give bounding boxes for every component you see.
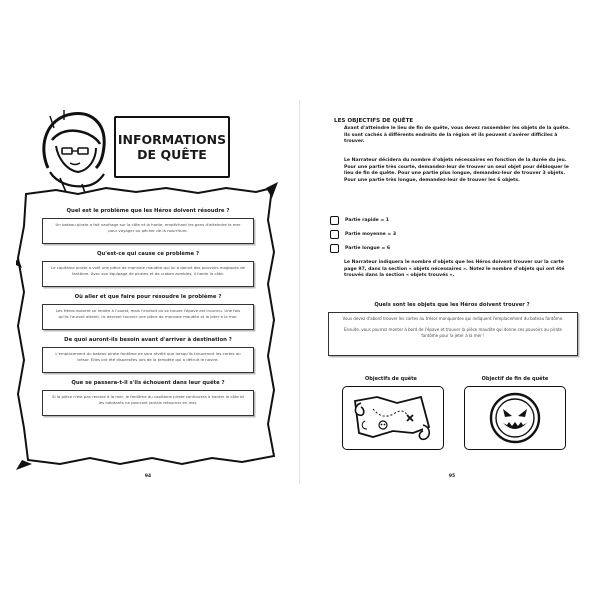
qa-item — [36, 208, 260, 244]
checkbox-label: Partie rapide = 1 — [345, 218, 389, 223]
question-label: Qu'est-ce qui cause ce problème ? — [96, 251, 200, 257]
page-title-line2: DE QUÊTE — [137, 147, 207, 162]
right-page — [318, 100, 586, 484]
answer-box: Si la pièce n'est pas rendue à la mer, le fantôme du capitaine pirate continuera à hanter la côte et les habitants ne pourront jamais retourner en mer. — [42, 390, 254, 416]
checkbox-row[interactable] — [330, 228, 450, 241]
checkbox[interactable] — [330, 216, 339, 225]
page-number: 95 — [448, 474, 456, 479]
section-heading: LES OBJECTIFS DE QUÊTE — [334, 118, 414, 124]
answer-line: Vous devez d'abord trouver les cartes au trésor manquantes qui indiquent l'emplacement du bateau fantôme. — [342, 316, 564, 321]
qa-section — [36, 208, 260, 423]
gutter — [299, 100, 300, 484]
question-label: De quoi auront-ils besoin avant d'arriver à destination ? — [64, 337, 232, 343]
checkbox-row[interactable] — [330, 242, 450, 255]
cursed-coin-icon — [465, 387, 565, 449]
answer-box: L'emplacement du bateau pirate fantôme ne sera révélé que lorsqu'ils trouveront les cartes au trésor. Elles ont été dispersées lors de la tempête qui a détruit le navire. — [42, 347, 254, 373]
final-objective-label: Objectif de fin de quête — [481, 376, 549, 382]
checkbox[interactable] — [330, 244, 339, 253]
objects-answer-box — [328, 312, 578, 356]
checkbox-row[interactable] — [330, 214, 450, 227]
checkbox-label: Partie longue = 6 — [345, 246, 391, 251]
answer-box: Un bateau pirate a fait naufrage sur la côte et la hante, empêchant les gens d'atteindre la mer pour voyager ou pêcher de la nourriture. — [42, 218, 254, 244]
final-objective-box — [464, 386, 566, 450]
intro-paragraph: Avant d'atteindre le lieu de fin de quête, vous devez rassembler les objets de la quête. Ils sont cachés à différents endroits de la région et ils peuvent s'avérer difficiles à trouver. — [344, 126, 570, 145]
checkbox-label: Partie moyenne = 3 — [345, 232, 397, 237]
left-page — [14, 100, 282, 484]
tracking-paragraph: Le Narrateur indiquera le nombre d'objets que les Héros doivent trouver sur la carte page 97, dans la section « objets nécessaires ». Notez le nombre d'objets qui ont été trouvés dans la section « objets trouvés ». — [344, 260, 565, 279]
game-length-checklist — [330, 214, 450, 256]
qa-item — [36, 294, 260, 330]
qa-item — [36, 337, 260, 373]
objective-box — [342, 386, 444, 450]
qa-item — [36, 380, 260, 416]
answer-box: Les Héros doivent se rendre à l'ouest, mais l'endroit où se trouve l'épave est inconnu. Une fois qu'ils l'auront atteint, ils devront trouver une pièce de monnaie maudite et la jeter à la mer. — [42, 304, 254, 330]
page-title-line1: INFORMATIONS — [117, 132, 227, 147]
narrator-paragraph: Le Narrateur décidera du nombre d'objets nécessaires en fonction de la durée du jeu. Pour une partie très courte, demandez-leur de trouver un seul objet pour débloquer le lieu de fin de quête. Pour une partie plus longue, demandez-leur de trouver 3 objets. Pour une partie très longue, demandez-leur de trouver les 6 objets. — [344, 158, 569, 183]
question-label: Que se passera-t-il s'ils échouent dans leur quête ? — [71, 380, 225, 386]
checkbox[interactable] — [330, 230, 339, 239]
page-number: 94 — [144, 474, 152, 479]
answer-box: Le capitaine pirate a volé une pièce de monnaie maudite qui lui a donné des pouvoirs magiques de fantôme. Avec son équipage de pirates et de crabes zombies, il hante la côte. — [42, 261, 254, 287]
answer-line: Ensuite, vous pourrez monter à bord de l'épave et trouver la pièce maudite qui donne ses pouvoirs au pirate fantôme pour la jeter à la mer ! — [344, 327, 562, 339]
question-label: Où aller et que faire pour résoudre le problème ? — [74, 294, 222, 300]
treasure-map-icon — [343, 387, 443, 449]
objective-label: Objectifs de quête — [365, 376, 417, 382]
page-title — [114, 116, 230, 178]
qa-item — [36, 251, 260, 287]
question-label: Quel est le problème que les Héros doivent résoudre ? — [66, 208, 230, 214]
objects-question: Quels sont les objets que les Héros doivent trouver ? — [374, 302, 530, 308]
